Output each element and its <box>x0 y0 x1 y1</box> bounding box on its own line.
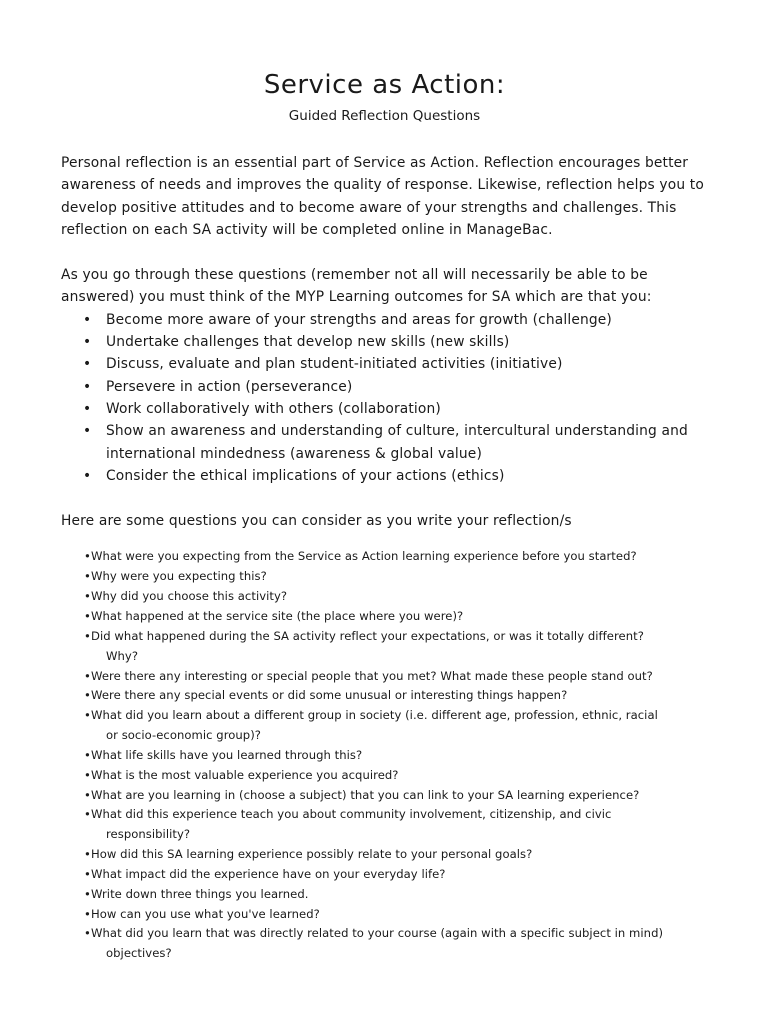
questions-heading: Here are some questions you can consider as you write your reflection/s <box>61 513 572 530</box>
list-item: • Persevere in action (perseverance) <box>80 376 708 398</box>
bullet-icon: • <box>84 787 91 802</box>
page-title: Service as Action: <box>263 70 506 100</box>
list-item: • Were there any special events or did some unusual or interesting things happen? <box>84 686 708 706</box>
list-item: • Work collaboratively with others (collaboration) <box>80 398 708 420</box>
bullet-icon: • <box>83 467 92 484</box>
bullet-icon: • <box>83 356 92 373</box>
list-item: • Become more aware of your strengths and areas for growth (challenge) <box>80 309 708 331</box>
bullet-icon: • <box>84 926 91 941</box>
list-item: • Show an awareness and understanding of culture, intercultural understanding and international mindedness (awareness & global value) <box>80 420 708 465</box>
bullet-icon: • <box>84 549 91 564</box>
learning-outcomes-list <box>61 309 708 487</box>
list-item: • What happened at the service site (the place where you were)? <box>84 607 708 627</box>
list-item: • What life skills have you learned through this? <box>84 746 708 766</box>
bullet-icon: • <box>84 668 91 683</box>
list-item: • What is the most valuable experience you acquired? <box>84 766 708 786</box>
list-item: • What did you learn about a different group in society (i.e. different age, profession, ethnic, racial or socio-economic group)? <box>84 708 658 743</box>
bullet-icon: • <box>84 807 91 822</box>
outcomes-lead-paragraph: As you go through these questions (remember not all will necessarily be able to be answered) you must think of the MYP Learning outcomes for SA which are that you: <box>61 267 652 306</box>
bullet-icon: • <box>83 400 92 417</box>
bullet-icon: • <box>83 311 92 328</box>
list-item: • Write down three things you learned. <box>84 885 708 905</box>
reflection-questions-list <box>61 547 708 964</box>
bullet-icon: • <box>84 747 91 762</box>
list-item: • Consider the ethical implications of your actions (ethics) <box>80 465 708 487</box>
bullet-icon: • <box>84 866 91 881</box>
list-item: • Were there any interesting or special people that you met? What made these people stand out? <box>84 667 708 687</box>
bullet-icon: • <box>84 589 91 604</box>
list-item: • How can you use what you've learned? <box>84 905 708 925</box>
list-item: • How did this SA learning experience possibly relate to your personal goals? <box>84 845 708 865</box>
page-subtitle: Guided Reflection Questions <box>288 108 481 124</box>
bullet-icon: • <box>84 608 91 623</box>
bullet-icon: • <box>83 334 92 351</box>
list-item: • Undertake challenges that develop new skills (new skills) <box>80 331 708 353</box>
bullet-icon: • <box>83 378 92 395</box>
bullet-icon: • <box>84 569 91 584</box>
bullet-icon: • <box>84 688 91 703</box>
list-item: • What impact did the experience have on your everyday life? <box>84 865 708 885</box>
list-item: • Why were you expecting this? <box>84 567 708 587</box>
list-item: • Discuss, evaluate and plan student-initiated activities (initiative) <box>80 353 708 375</box>
list-item: • What did you learn that was directly related to your course (again with a specific subject in mind) objectives? <box>84 926 664 961</box>
bullet-icon: • <box>84 847 91 862</box>
intro-paragraph: Personal reflection is an essential part of Service as Action. Reflection encourages better awareness of needs and improves the quality of response. Likewise, reflection helps you to develop positive attitudes and to become aware of your strengths and challenges. This reflection on each SA activity will be completed online in ManageBac. <box>61 155 704 238</box>
list-item: • Did what happened during the SA activity reflect your expectations, or was it totally different? Why? <box>84 628 644 663</box>
bullet-icon: • <box>84 767 91 782</box>
bullet-icon: • <box>84 628 91 643</box>
bullet-icon: • <box>84 886 91 901</box>
list-item: • What were you expecting from the Service as Action learning experience before you started? <box>84 547 708 567</box>
list-item: • What did this experience teach you about community involvement, citizenship, and civic responsibility? <box>84 807 612 842</box>
bullet-icon: • <box>84 906 91 921</box>
list-item: • Why did you choose this activity? <box>84 587 708 607</box>
list-item: • What are you learning in (choose a subject) that you can link to your SA learning experience? <box>84 786 708 806</box>
bullet-icon: • <box>83 423 92 440</box>
bullet-icon: • <box>84 708 91 723</box>
